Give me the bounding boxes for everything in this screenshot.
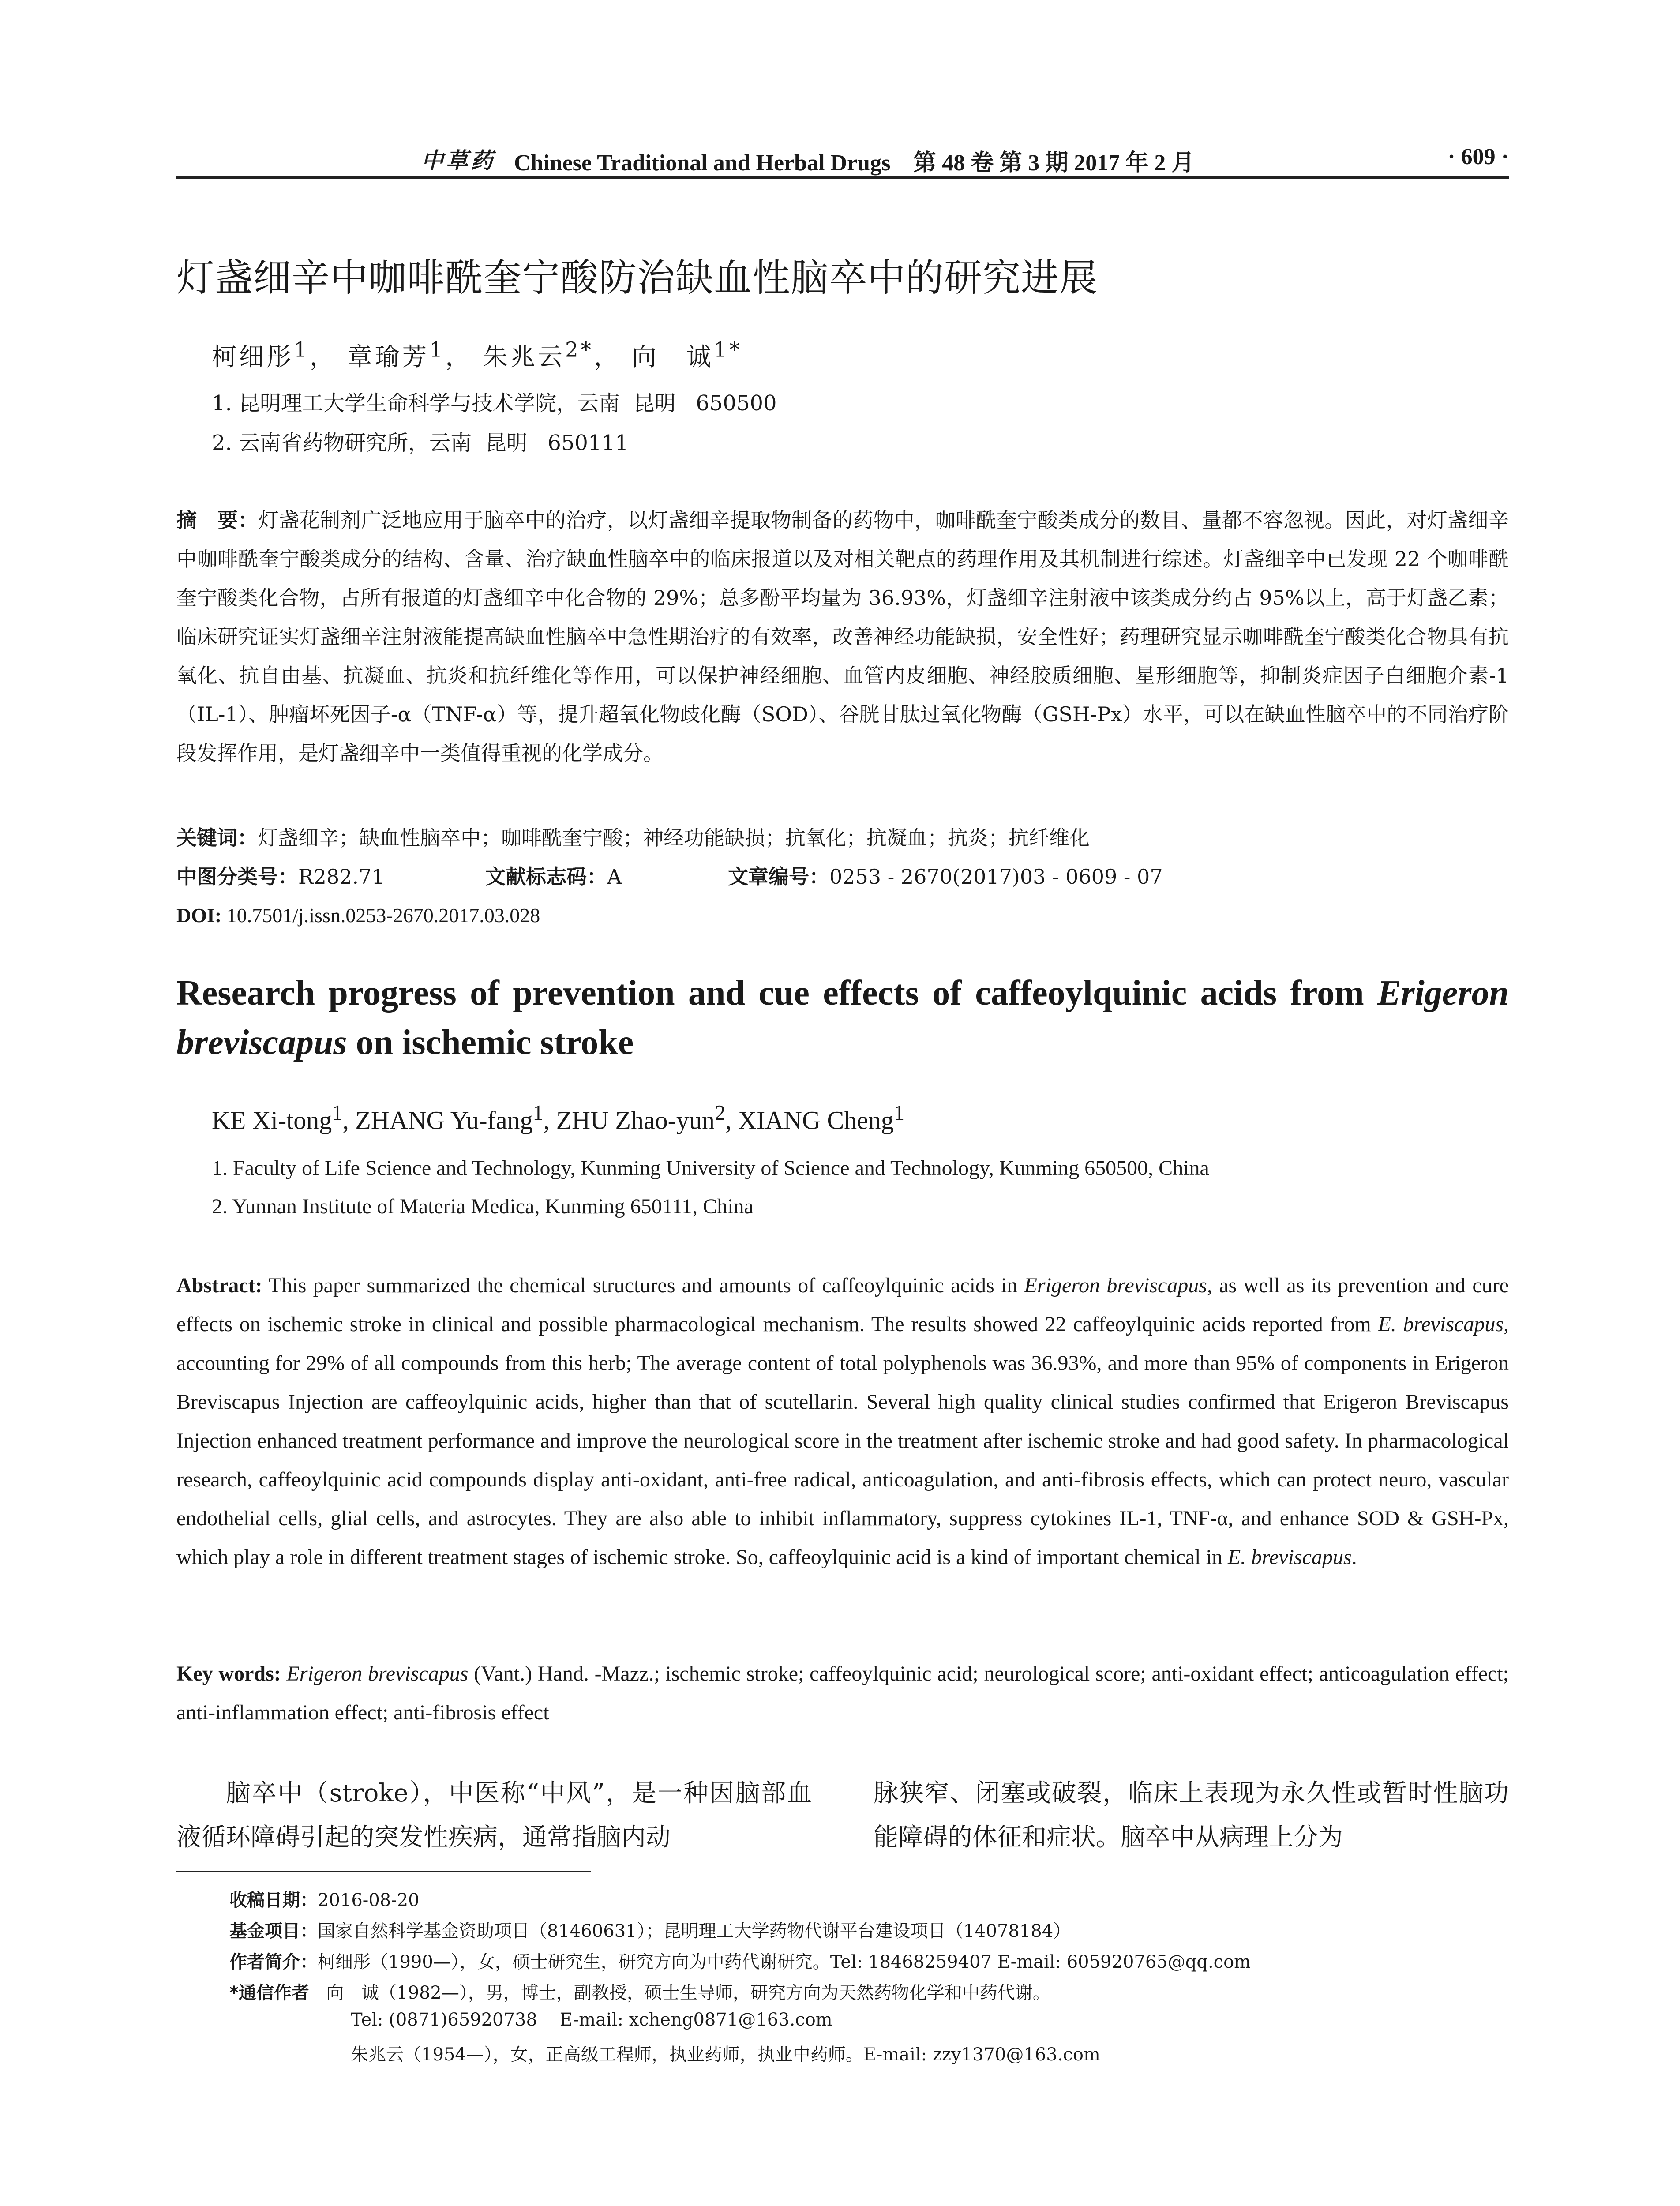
cn-abstract-label: 摘 要： xyxy=(176,508,259,532)
en-keywords-species: Erigeron breviscapus xyxy=(281,1662,469,1685)
en-abstract-species: E. breviscapus xyxy=(1227,1546,1352,1569)
footnote-label: 基金项目： xyxy=(229,1921,318,1941)
en-abstract-label: Abstract: xyxy=(176,1274,262,1297)
footnote-received xyxy=(229,1886,420,1911)
author-separator: ， xyxy=(445,343,473,371)
footnote-corresponding-second: 朱兆云（1954—），女，正高级工程师，执业药师，执业中药师。E-mail: zzy1370@163.com xyxy=(351,2045,1100,2065)
footnote-funding xyxy=(229,1917,1071,1942)
author-separator: ， xyxy=(594,343,622,371)
header-rule xyxy=(176,176,1509,179)
en-keywords xyxy=(176,1654,1509,1732)
doi-label: DOI: xyxy=(176,904,222,927)
footnote-label: 收稿日期： xyxy=(229,1890,318,1910)
footnote-value: 2016-08-20 xyxy=(318,1890,420,1910)
en-abstract-species: Erigeron breviscapus xyxy=(1024,1274,1207,1297)
doi-line xyxy=(176,896,540,935)
article-no-label: 文章编号： xyxy=(728,865,829,889)
cn-affiliation: 2. 云南省药物研究所，云南 昆明 650111 xyxy=(212,431,629,455)
en-abstract-text: , as well as its prevention and cure effects on ischemic stroke in clinical and possible pharmacological mechanism. The results showed 22 caffeoylquinic acids reported from xyxy=(176,1274,1509,1336)
en-author: KE Xi-tong xyxy=(212,1106,332,1135)
author-separator: ， xyxy=(309,343,337,371)
author-separator: , xyxy=(725,1106,739,1135)
en-abstract xyxy=(176,1266,1509,1577)
footnote-value: 向 诚（1982—），男，博士，副教授，硕士生导师，研究方向为天然药物化学和中药代谢。 xyxy=(309,1983,1050,2003)
article-no-value: 0253 - 2670(2017)03 - 0609 - 07 xyxy=(829,865,1163,889)
en-abstract-text: This paper summarized the chemical structures and amounts of caffeoylquinic acids in xyxy=(262,1274,1024,1297)
cn-classification-line xyxy=(176,857,1509,896)
en-author-sup: 1 xyxy=(532,1101,544,1125)
doi-value[interactable]: 10.7501/j.issn.0253-2670.2017.03.028 xyxy=(226,904,540,927)
footnote-label: *通信作者 xyxy=(229,1983,309,2003)
en-title-species: Erigeron breviscapus xyxy=(176,974,1509,1062)
en-author: ZHANG Yu-fang xyxy=(355,1106,533,1135)
doc-code-value: A xyxy=(607,865,622,889)
author-separator: , xyxy=(342,1106,356,1135)
en-authors xyxy=(212,1101,904,1135)
footnote-corresponding-contact: Tel: (0871)65920738 E-mail: xcheng0871@163.com xyxy=(351,2010,832,2030)
doc-code-label: 文献标志码： xyxy=(485,865,607,889)
running-header xyxy=(176,141,1509,176)
clc-value: R282.71 xyxy=(298,865,385,889)
body-column-right: 脉狭窄、闭塞或破裂，临床上表现为永久性或暂时性脑功能障碍的体征和症状。脑卒中从病理上分为 xyxy=(874,1779,1509,1852)
cn-author-sup: 1 xyxy=(294,338,310,362)
en-title-part: Research progress of prevention and cue effects of caffeoylquinic acids from xyxy=(176,974,1378,1013)
cn-keywords-label: 关键词： xyxy=(176,826,258,850)
en-affiliation: 1. Faculty of Life Science and Technology, Kunming University of Science and Technology, Kunming 650500, China xyxy=(212,1156,1209,1180)
cn-abstract xyxy=(176,501,1509,773)
en-affiliation: 2. Yunnan Institute of Materia Medica, Kunming 650111, China xyxy=(212,1195,754,1218)
footnote-rule xyxy=(176,1871,591,1872)
page-number: · 609 · xyxy=(1448,144,1509,169)
journal-info: Chinese Traditional and Herbal Drugs 第 48 卷 第 3 期 2017 年 2 月 xyxy=(514,150,1195,176)
author-separator: , xyxy=(543,1106,556,1135)
cn-author: 章瑜芳 xyxy=(347,343,430,371)
en-abstract-species: E. breviscapus xyxy=(1378,1313,1504,1336)
cn-author-sup: 1 xyxy=(429,338,446,362)
doc-code-group xyxy=(485,857,622,896)
en-abstract-text: . xyxy=(1351,1546,1357,1569)
en-title-part: on ischemic stroke xyxy=(347,1023,634,1062)
clc-label: 中图分类号： xyxy=(176,865,298,889)
cn-authors xyxy=(212,338,742,373)
cn-abstract-text: 灯盏花制剂广泛地应用于脑卒中的治疗，以灯盏细辛提取物制备的药物中，咖啡酰奎宁酸类成分的数目、量都不容忽视。因此，对灯盏细辛中咖啡酰奎宁酸类成分的结构、含量、治疗缺血性脑卒中的临床报道以及对相关靶点的药理作用及其机制进行综述。灯盏细辛中已发现 22 个咖啡酰奎宁酸类化合物，占所有报道的灯盏细辛中化合物的 29%；总多酚平均量为 36.93%，灯盏细辛注射液中该类成分约占 95%以上，高于灯盏乙素；临床研究证实灯盏细辛注射液能提高缺血性脑卒中急性期治疗的有效率，改善神经功能缺损，安全性好；药理研究显示咖啡酰奎宁酸类化合物具有抗氧化、抗自由基、抗凝血、抗炎和抗纤维化等作用，可以保护神经细胞、血管内皮细胞、神经胶质细胞、星形细胞等，抑制炎症因子白细胞介素-1（IL-1）、肿瘤坏死因子-α（TNF-α）等，提升超氧化物歧化酶（SOD）、谷胱甘肽过氧化物酶（GSH-Px）水平，可以在缺血性脑卒中的不同治疗阶段发挥作用，是灯盏细辛中一类值得重视的化学成分。 xyxy=(176,508,1509,765)
cn-author: 柯细彤 xyxy=(212,343,294,371)
cn-author: 向 诚 xyxy=(631,343,714,371)
footnote-value: 柯细彤（1990—），女，硕士研究生，研究方向为中药代谢研究。Tel: 18468259407 E-mail: 605920765@qq.com xyxy=(318,1952,1251,1972)
en-author: XIANG Cheng xyxy=(738,1106,894,1135)
en-author-sup: 1 xyxy=(893,1101,905,1125)
en-author-sup: 2 xyxy=(714,1101,726,1125)
cn-author-sup: 2* xyxy=(565,338,594,362)
cn-affiliation: 1. 昆明理工大学生命科学与技术学院，云南 昆明 650500 xyxy=(212,391,777,416)
clc-group xyxy=(176,857,385,896)
article-no-group xyxy=(728,857,1163,896)
cn-keywords-text: 灯盏细辛；缺血性脑卒中；咖啡酰奎宁酸；神经功能缺损；抗氧化；抗凝血；抗炎；抗纤维化 xyxy=(258,826,1090,850)
journal-logo: 中草药 xyxy=(421,147,495,173)
cn-author: 朱兆云 xyxy=(483,343,565,371)
en-author: ZHU Zhao-yun xyxy=(556,1106,715,1135)
en-keywords-text: (Vant.) Hand. -Mazz.; ischemic stroke; caffeoylquinic acid; neurological score; anti-oxidant effect; anticoagulation effect; anti-inflammation effect; anti-fibrosis effect xyxy=(176,1662,1509,1724)
en-author-sup: 1 xyxy=(332,1101,343,1125)
en-keywords-label: Key words: xyxy=(176,1662,281,1685)
footnote-value: 国家自然科学基金资助项目（81460631）；昆明理工大学药物代谢平台建设项目（14078184） xyxy=(318,1921,1071,1941)
en-abstract-text: , accounting for 29% of all compounds from this herb; The average content of total polyphenols was 36.93%, and more than 95% of components in Erigeron Breviscapus Injection are caffeoylquinic acids, higher than that of scutellarin. Several high quality clinical studies confirmed that Erigeron Breviscapus Injection enhanced treatment performance and improve the neurological score in the treatment after ischemic stroke and had good safety. In pharmacological research, caffeoylquinic acid compounds display anti-oxidant, anti-free radical, anticoagulation, and anti-fibrosis effects, which can protect neuro, vascular endothelial cells, glial cells, and astrocytes. They are also able to inhibit inflammatory, suppress cytokines IL-1, TNF-α, and enhance SOD & GSH-Px, which play a role in different treatment stages of ischemic stroke. So, caffeoylquinic acid is a kind of important chemical in xyxy=(176,1313,1509,1569)
footnote-label: 作者简介： xyxy=(229,1952,318,1972)
cn-keywords xyxy=(176,818,1509,857)
footnote-author-bio xyxy=(229,1948,1251,1973)
en-title xyxy=(176,968,1509,1067)
cn-author-sup: 1* xyxy=(713,338,742,362)
body-column-left: 脑卒中（stroke），中医称“中风”，是一种因脑部血液循环障碍引起的突发性疾病，通常指脑内动 xyxy=(176,1779,812,1852)
cn-title: 灯盏细辛中咖啡酰奎宁酸防治缺血性脑卒中的研究进展 xyxy=(176,256,1098,300)
footnote-corresponding xyxy=(229,1979,1050,2004)
